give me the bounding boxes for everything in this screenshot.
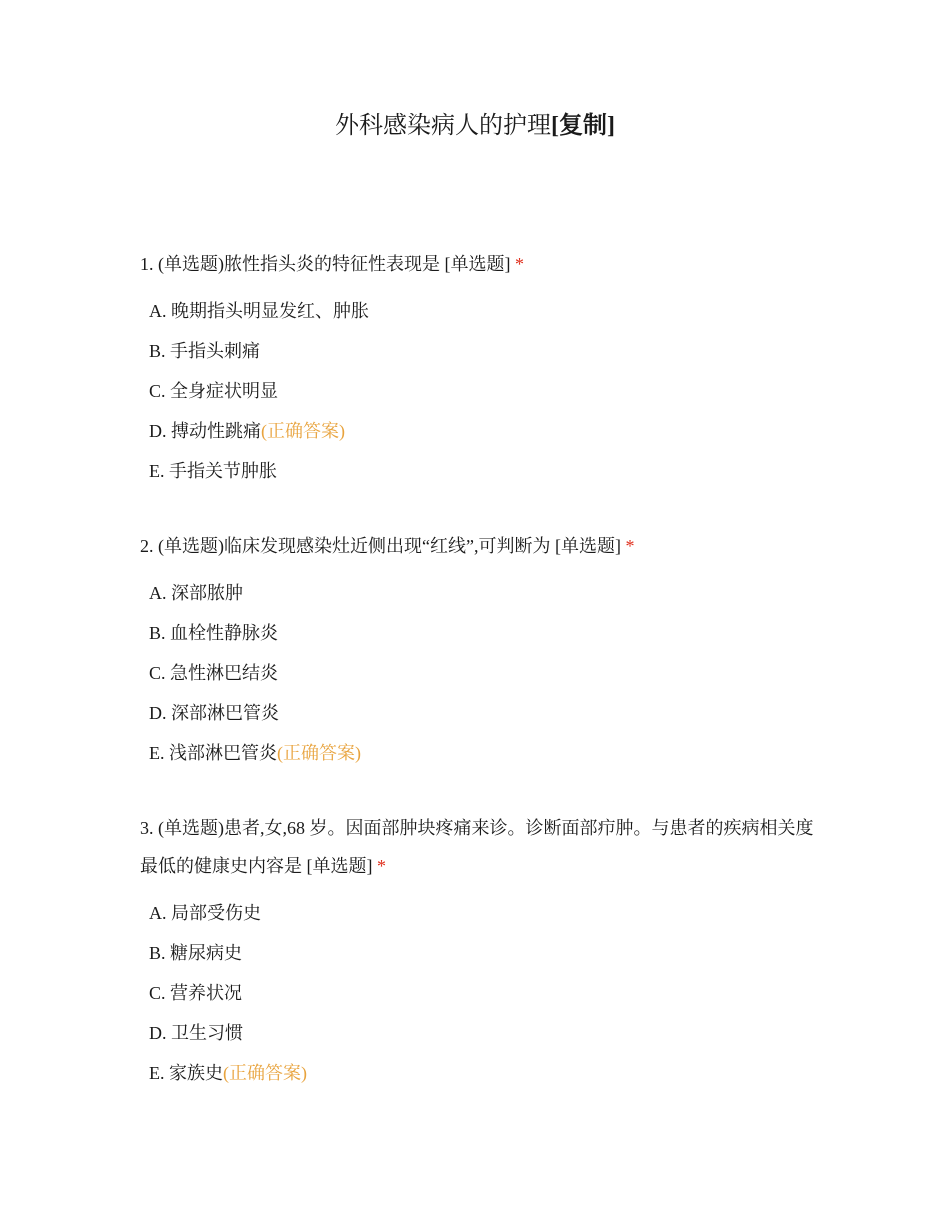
option-text: 搏动性跳痛 [171,421,261,441]
correct-answer-label: (正确答案) [261,421,345,441]
question-1 [140,245,820,491]
required-mark: * [377,856,386,876]
option-e[interactable] [140,1053,820,1093]
option-text: 急性淋巴结炎 [170,663,279,683]
option-letter: A. [149,583,167,603]
option-c[interactable] [140,973,820,1013]
page-title [0,110,950,142]
required-mark: * [515,254,524,274]
option-d[interactable] [140,1013,820,1053]
option-d[interactable] [140,693,820,733]
question-number: 3. [140,818,154,838]
option-letter: B. [149,623,166,643]
option-text: 手指关节肿胀 [169,461,277,481]
option-e[interactable] [140,733,820,773]
option-letter: D. [149,1023,167,1043]
option-letter: A. [149,903,167,923]
option-text: 手指头刺痛 [170,341,261,361]
option-a[interactable] [140,291,820,331]
option-letter: B. [149,943,166,963]
option-letter: D. [149,703,167,723]
question-3 [140,809,820,1093]
option-text: 晚期指头明显发红、肿胀 [171,301,369,321]
option-letter: A. [149,301,167,321]
option-text: 卫生习惯 [171,1023,243,1043]
option-c[interactable] [140,653,820,693]
option-e[interactable] [140,451,820,491]
required-mark: * [625,536,635,556]
option-list [140,893,820,1093]
option-d[interactable] [140,411,820,451]
option-a[interactable] [140,893,820,933]
title-text: 外科感染病人的护理 [335,113,551,139]
question-type-tag: [单选题] [306,856,373,876]
question-number: 2. [140,536,154,556]
option-letter: C. [149,663,166,683]
option-list [140,291,820,491]
option-letter: E. [149,461,165,481]
question-number: 1. [140,254,154,274]
option-text: 深部淋巴管炎 [171,703,279,723]
option-b[interactable] [140,933,820,973]
option-text: 营养状况 [170,983,243,1003]
question-2 [140,527,820,773]
option-letter: E. [149,743,165,763]
option-a[interactable] [140,573,820,613]
question-stem [140,527,820,565]
option-text: 浅部淋巴管炎 [169,743,277,763]
question-prefix: (单选题) [158,254,224,274]
option-text: 局部受伤史 [171,903,261,923]
option-text: 家族史 [169,1063,223,1083]
option-list [140,573,820,773]
option-text: 血栓性静脉炎 [170,623,279,643]
option-text: 全身症状明显 [170,381,279,401]
question-text: 患者,女,68 岁。因面部肿块疼痛来诊。诊断面部疖肿。与患者的疾病相关度最低的健康史内容是 [140,818,814,876]
question-stem [140,245,820,283]
title-suffix: [复制] [551,113,615,139]
option-letter: C. [149,381,166,401]
question-type-tag: [单选题] [444,254,511,274]
option-b[interactable] [140,613,820,653]
option-letter: B. [149,341,166,361]
question-prefix: (单选题) [158,536,224,556]
correct-answer-label: (正确答案) [277,743,361,763]
option-letter: E. [149,1063,165,1083]
option-letter: D. [149,421,167,441]
question-stem [140,809,820,885]
correct-answer-label: (正确答案) [223,1063,307,1083]
option-letter: C. [149,983,166,1003]
question-type-tag: [单选题] [554,536,621,556]
option-text: 深部脓肿 [171,583,243,603]
option-c[interactable] [140,371,820,411]
question-text: 脓性指头炎的特征性表现是 [224,254,440,274]
question-prefix: (单选题) [158,818,224,838]
option-text: 糖尿病史 [170,943,243,963]
option-b[interactable] [140,331,820,371]
question-text: 临床发现感染灶近侧出现“红线”,可判断为 [224,536,551,556]
